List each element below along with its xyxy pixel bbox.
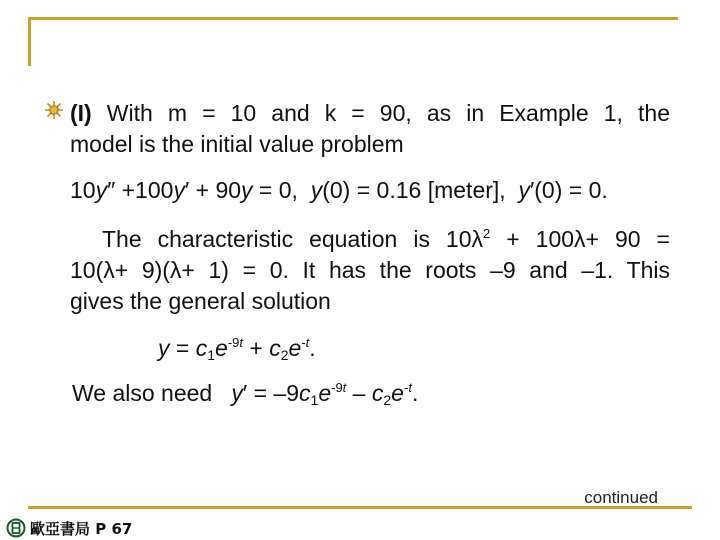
also-need-label: We also need [72,380,213,406]
intro-label: (I) [70,100,92,126]
characteristic-paragraph [70,224,670,317]
char-line-1: The characteristic equation is $10\lambda^2 + 100\lambda+ 90$ = [70,226,670,252]
initial-value-problem: 10y″ +100y′ + 90y = 0, y(0) = 0.16 [meter], y′(0) = 0. [70,177,608,203]
char-line-3: gives the general solution [70,288,331,314]
publisher-page-label: 歐亞書局 P 67 [30,519,133,538]
footer [6,517,132,539]
publisher-logo-icon [6,518,26,538]
frame-top-rule [28,17,678,20]
intro-text-line-2: model is the initial value problem [70,131,404,157]
derivative-line: We also need $y' = -9c_1e^{-9t} - c_2e^{-t}$. [72,380,419,408]
frame-left-rule [28,17,31,66]
char-line-2: 10(λ+ 9)(λ+ 1) = 0. It has the roots –9 and –1. This [70,257,670,283]
intro-line-1 [70,98,670,129]
continued-label: continued [584,488,658,507]
sun-bullet-icon [44,100,64,120]
intro-text-line-1: With m = 10 and k = 90, as in Example 1, the [106,100,670,126]
intro-paragraph [70,98,670,160]
general-solution: $y = c_1e^{-9t} + c_2e^{-t}$. [158,335,316,363]
